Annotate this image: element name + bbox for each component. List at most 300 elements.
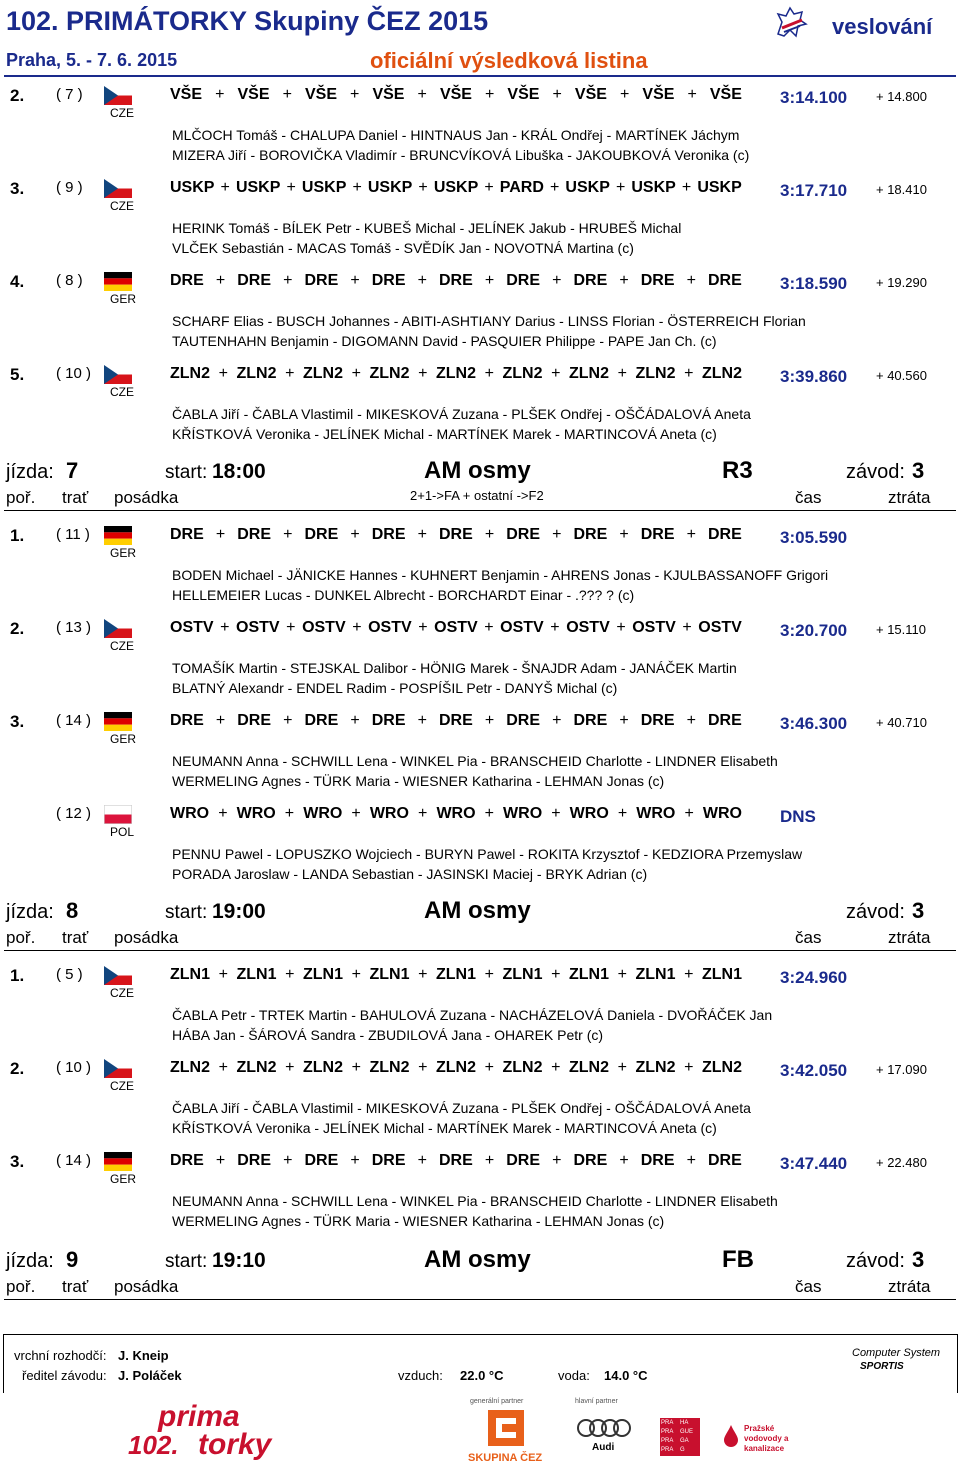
- result-lane: ( 11 ): [56, 526, 90, 543]
- crew-club: VŠE: [304, 86, 337, 103]
- crew-names-line2: KŘÍSTKOVÁ Veronika - JELÍNEK Michal - MARTÍNEK Marek - MARTINCOVÁ Aneta (c): [172, 1120, 717, 1136]
- col-loss: ztráta: [888, 928, 931, 947]
- crew-plus-sign: +: [552, 272, 562, 289]
- start-time: 19:00: [212, 900, 266, 923]
- crew-club: USKP: [235, 179, 281, 196]
- crew-club: ZLN2: [502, 1059, 543, 1076]
- crew-composition: [170, 365, 742, 383]
- crew-club: ZLN2: [236, 365, 277, 382]
- crew-club: ZLN2: [436, 365, 476, 382]
- ride-number: 8: [66, 898, 79, 923]
- crew-club: DRE: [573, 272, 608, 289]
- crew-names-line2: HÁBA Jan - ŠÁROVÁ Sandra - ZBUDILOVÁ Jana - OHAREK Petr (c): [172, 1027, 604, 1043]
- crew-plus-sign: +: [687, 86, 697, 103]
- sportis-logo: SPORTIS: [860, 1361, 904, 1372]
- crew-plus-sign: +: [218, 365, 228, 382]
- col-loss: ztráta: [888, 488, 931, 507]
- crew-club: OSTV: [500, 619, 544, 636]
- result-rank: 2.: [10, 86, 25, 105]
- director-label: ředitel závodu:: [22, 1368, 107, 1383]
- pvk-drop-icon: [722, 1424, 740, 1448]
- crew-names-line2: WERMELING Agnes - TÜRK Maria - WIESNER Katharina - LEHMAN Jonas (c): [172, 1213, 665, 1229]
- result-country: GER: [110, 1172, 137, 1186]
- event-dates: Praha, 5. - 7. 6. 2015: [6, 50, 178, 70]
- crew-plus-sign: +: [619, 526, 629, 543]
- result-time: 3:42.050: [780, 1061, 848, 1080]
- race-label: závod:: [846, 461, 905, 483]
- praha-cell: PRA: [661, 1438, 674, 1444]
- audi-label: Audi: [592, 1442, 615, 1453]
- crew-names-line1: SCHARF Elias - BUSCH Johannes - ABITI-ASHTIANY Darius - LINSS Florian - ÖSTERREICH Florian: [172, 313, 806, 329]
- logo-prima: prima: [158, 1400, 240, 1433]
- result-loss: + 19.290: [876, 275, 927, 290]
- result-lane: ( 10 ): [56, 1059, 92, 1076]
- crew-club: DRE: [304, 712, 339, 729]
- crew-plus-sign: +: [351, 1059, 361, 1076]
- col-time: čas: [795, 1277, 822, 1296]
- crew-club: DRE: [371, 712, 406, 729]
- crew-composition: [170, 86, 742, 104]
- crew-club: DRE: [439, 1152, 473, 1169]
- crew-club: DRE: [708, 1152, 742, 1169]
- crew-names-line2: TAUTENHAHN Benjamin - DIGOMANN David - PASQUIER Philippe - PAPE Jan Ch. (c): [172, 333, 717, 349]
- crew-plus-sign: +: [484, 1059, 494, 1076]
- result-rank: 5.: [10, 365, 25, 384]
- crew-club: WRO: [503, 805, 543, 822]
- praha-logo: [660, 1418, 700, 1456]
- col-lane: trať: [62, 488, 89, 507]
- flag-cze-icon: [104, 619, 132, 638]
- result-loss: + 18.410: [876, 182, 927, 197]
- crew-club: USKP: [367, 179, 413, 196]
- col-lane: trať: [62, 928, 89, 947]
- crew-composition: [170, 272, 742, 290]
- crew-club: ZLN1: [236, 966, 277, 983]
- result-time: 3:46.300: [780, 714, 848, 733]
- result-time: 3:17.710: [780, 181, 848, 200]
- crew-club: WRO: [303, 805, 343, 822]
- crew-names-line2: BLATNÝ Alexandr - ENDEL Radim - POSPÍŠIL Petr - DANYŠ Michal (c): [172, 680, 618, 696]
- crew-plus-sign: +: [684, 805, 694, 822]
- start-label: start:: [165, 462, 208, 483]
- crew-plus-sign: +: [484, 272, 495, 289]
- result-rank: 4.: [10, 272, 25, 291]
- crew-club: ZLN2: [569, 365, 609, 382]
- crew-plus-sign: +: [218, 805, 228, 822]
- crew-plus-sign: +: [550, 179, 560, 196]
- crew-plus-sign: +: [417, 86, 427, 103]
- crew-plus-sign: +: [484, 179, 494, 196]
- crew-club: USKP: [170, 179, 215, 196]
- race-label: závod:: [846, 901, 905, 923]
- crew-plus-sign: +: [484, 619, 494, 636]
- crew-club: VŠE: [170, 86, 203, 103]
- result-country: CZE: [110, 1079, 134, 1093]
- crew-club: DRE: [371, 526, 406, 543]
- crew-plus-sign: +: [617, 365, 627, 382]
- crew-plus-sign: +: [417, 272, 427, 289]
- crew-plus-sign: +: [283, 272, 293, 289]
- water-temp-value: 14.0 °C: [604, 1368, 648, 1383]
- col-crew: posádka: [114, 1277, 179, 1296]
- crew-plus-sign: +: [352, 179, 362, 196]
- crew-plus-sign: +: [285, 365, 295, 382]
- pvk-label: Pražské vodovody a kanalizace: [744, 1424, 789, 1453]
- crew-club: DRE: [170, 526, 204, 543]
- crew-club: ZLN2: [569, 1059, 609, 1076]
- crew-club: OSTV: [170, 619, 214, 636]
- crew-plus-sign: +: [552, 712, 562, 729]
- crew-club: DRE: [439, 712, 473, 729]
- result-lane: ( 13 ): [56, 619, 92, 636]
- crew-names-line1: TOMAŠÍK Martin - STEJSKAL Dalibor - HÖNIG Marek - ŠNAJDR Adam - JANÁČEK Martin: [172, 660, 737, 676]
- crew-club: ZLN2: [369, 365, 410, 382]
- crew-names-line1: BODEN Michael - JÄNICKE Hannes - KUHNERT Benjamin - AHRENS Jonas - KJULBASSANOFF Grigori: [172, 567, 829, 583]
- crew-composition: [170, 1152, 742, 1170]
- flag-ger-icon: [104, 1152, 132, 1171]
- crew-plus-sign: +: [215, 712, 226, 729]
- start-time: 18:00: [212, 460, 266, 483]
- crew-club: ZLN1: [635, 966, 676, 983]
- crew-club: ZLN1: [702, 966, 742, 983]
- result-rank: 2.: [10, 1059, 25, 1078]
- crew-composition: [170, 179, 742, 197]
- ride-label: jízda:: [6, 461, 54, 483]
- crew-plus-sign: +: [552, 86, 562, 103]
- crew-names-line1: ČABLA Jiří - ČABLA Vlastimil - MIKESKOVÁ Zuzana - PLŠEK Ondřej - OŠČÁDALOVÁ Aneta: [172, 1100, 751, 1116]
- flag-pol-icon: [104, 805, 132, 824]
- crew-club: ZLN2: [436, 1059, 476, 1076]
- crew-club: USKP: [565, 179, 610, 196]
- crew-plus-sign: +: [551, 805, 561, 822]
- page-title: 102. PRIMÁTORKY Skupiny ČEZ 2015: [6, 6, 489, 36]
- crew-composition: [170, 1059, 742, 1077]
- crew-plus-sign: +: [350, 712, 360, 729]
- crew-club: DRE: [170, 1152, 204, 1169]
- main-partner-label: hlavní partner: [575, 1398, 618, 1405]
- praha-cell: PRA: [661, 1429, 674, 1435]
- crew-names-line1: HERINK Tomáš - BÍLEK Petr - KUBEŠ Michal - JELÍNEK Jakub - HRUBEŠ Michal: [172, 220, 682, 236]
- result-lane: ( 7 ): [56, 86, 83, 103]
- crew-club: VŠE: [507, 86, 540, 103]
- ride-label: jízda:: [6, 901, 54, 923]
- race-number: 3: [912, 1247, 925, 1272]
- crew-club: ZLN2: [170, 365, 210, 382]
- crew-composition: [170, 712, 742, 730]
- crew-names-line1: MLČOCH Tomáš - CHALUPA Daniel - HINTNAUS Jan - KRÁL Ondřej - MARTÍNEK Jáchym: [172, 127, 740, 143]
- crew-plus-sign: +: [215, 526, 226, 543]
- crew-club: DRE: [640, 272, 675, 289]
- flag-ger-icon: [104, 712, 132, 731]
- crew-club: VŠE: [709, 86, 742, 103]
- header-divider: [4, 75, 956, 77]
- crew-club: USKP: [433, 179, 479, 196]
- crew-club: DRE: [708, 526, 742, 543]
- crew-club: WRO: [436, 805, 476, 822]
- crew-plus-sign: +: [284, 805, 295, 822]
- crew-plus-sign: +: [484, 1152, 495, 1169]
- crew-club: DRE: [640, 1152, 675, 1169]
- result-time: 3:18.590: [780, 274, 848, 293]
- flag-ger-icon: [104, 272, 132, 291]
- flag-cze-icon: [104, 966, 132, 985]
- crew-plus-sign: +: [684, 365, 694, 382]
- result-time: 3:24.960: [780, 968, 848, 987]
- crew-plus-sign: +: [619, 86, 630, 103]
- director-name: J. Poláček: [118, 1368, 182, 1383]
- result-lane: ( 10 ): [56, 365, 92, 382]
- result-lane: ( 8 ): [56, 272, 83, 289]
- crew-plus-sign: +: [418, 966, 428, 983]
- crew-club: DRE: [304, 1152, 339, 1169]
- result-lane: ( 14 ): [56, 1152, 92, 1169]
- crew-plus-sign: +: [417, 1152, 427, 1169]
- crew-plus-sign: +: [418, 365, 428, 382]
- crew-club: DRE: [439, 526, 473, 543]
- official-results-label: oficiální výsledková listina: [370, 48, 648, 73]
- result-lane: ( 14 ): [56, 712, 92, 729]
- sport-label: veslování: [832, 14, 933, 39]
- result-loss: + 15.110: [876, 622, 927, 637]
- crew-club: ZLN2: [236, 1059, 277, 1076]
- race-label: závod:: [846, 1250, 905, 1272]
- crew-club: DRE: [439, 272, 473, 289]
- flag-cze-icon: [104, 365, 132, 384]
- crew-club: VŠE: [237, 86, 270, 103]
- race-number: 3: [912, 458, 925, 483]
- race-category: AM osmy: [424, 897, 531, 924]
- crew-plus-sign: +: [418, 179, 428, 196]
- progression-rule: 2+1->FA + ostatní ->F2: [410, 488, 544, 503]
- crew-club: OSTV: [632, 619, 676, 636]
- crew-club: DRE: [304, 526, 339, 543]
- race-number: 3: [912, 898, 925, 923]
- crew-club: DRE: [708, 712, 742, 729]
- footer-box: [3, 1334, 958, 1393]
- crew-names-line2: KŘÍSTKOVÁ Veronika - JELÍNEK Michal - MARTÍNEK Marek - MARTINCOVÁ Aneta (c): [172, 426, 717, 442]
- result-country: GER: [110, 546, 137, 560]
- crew-plus-sign: +: [551, 1059, 561, 1076]
- result-lane: ( 12 ): [56, 805, 92, 822]
- crew-club: VŠE: [574, 86, 607, 103]
- crew-plus-sign: +: [615, 179, 626, 196]
- crew-club: OSTV: [302, 619, 346, 636]
- crew-plus-sign: +: [551, 966, 561, 983]
- cez-logo-icon: [488, 1410, 524, 1446]
- col-loss: ztráta: [888, 1277, 931, 1296]
- crew-club: ZLN2: [702, 365, 742, 382]
- crew-plus-sign: +: [282, 86, 292, 103]
- praha-cell: GUE: [680, 1429, 694, 1435]
- crew-names-line2: HELLEMEIER Lucas - DUNKEL Albrecht - BORCHARDT Einar - .??? ? (c): [172, 587, 635, 603]
- result-time: 3:47.440: [780, 1154, 848, 1173]
- logo-102: 102.: [128, 1430, 179, 1460]
- flag-cze-icon: [104, 1059, 132, 1078]
- crew-club: DRE: [573, 1152, 608, 1169]
- start-label: start:: [165, 902, 208, 923]
- result-loss: + 22.480: [876, 1155, 927, 1170]
- crew-club: ZLN2: [635, 1059, 676, 1076]
- air-temp-label: vzduch:: [398, 1368, 443, 1383]
- crew-plus-sign: +: [215, 86, 225, 103]
- crew-club: ZLN2: [635, 365, 676, 382]
- air-temp-value: 22.0 °C: [460, 1368, 504, 1383]
- crew-club: ZLN1: [436, 966, 476, 983]
- race-divider: [4, 510, 956, 511]
- crew-plus-sign: +: [682, 619, 692, 636]
- praha-cell: HA: [680, 1420, 689, 1426]
- crew-plus-sign: +: [686, 272, 696, 289]
- col-crew: posádka: [114, 928, 179, 947]
- crew-club: DRE: [371, 272, 406, 289]
- result-country: CZE: [110, 199, 134, 213]
- crew-plus-sign: +: [350, 526, 360, 543]
- result-rank: 2.: [10, 619, 25, 638]
- race-category: AM osmy: [424, 1246, 531, 1273]
- crew-club: WRO: [170, 805, 210, 822]
- col-rank: poř.: [6, 928, 36, 947]
- crew-club: OSTV: [566, 619, 610, 636]
- crew-plus-sign: +: [484, 365, 494, 382]
- crew-plus-sign: +: [552, 1152, 562, 1169]
- crew-names-line2: VLČEK Sebastián - MACAS Tomáš - SVĚDÍK Jan - NOVOTNÁ Martina (c): [172, 240, 634, 256]
- crew-club: DRE: [371, 1152, 406, 1169]
- start-time: 19:10: [212, 1249, 266, 1272]
- col-rank: poř.: [6, 488, 36, 507]
- crew-club: OSTV: [368, 619, 412, 636]
- col-time: čas: [795, 928, 822, 947]
- crew-club: USKP: [301, 179, 347, 196]
- result-country: CZE: [110, 106, 134, 120]
- crew-club: OSTV: [434, 619, 478, 636]
- result-time: 3:20.700: [780, 621, 848, 640]
- crew-club: PARD: [499, 179, 544, 196]
- crew-club: ZLN1: [303, 966, 343, 983]
- crew-plus-sign: +: [686, 1152, 696, 1169]
- race-divider: [4, 1299, 956, 1300]
- crew-club: WRO: [236, 805, 276, 822]
- crew-plus-sign: +: [352, 619, 362, 636]
- crew-plus-sign: +: [285, 966, 295, 983]
- crew-club: DRE: [573, 712, 608, 729]
- crew-composition: [170, 619, 742, 637]
- crew-club: DRE: [170, 712, 204, 729]
- ride-label: jízda:: [6, 1250, 54, 1272]
- logo-torky: torky: [198, 1428, 272, 1461]
- flag-ger-icon: [104, 526, 132, 545]
- crew-club: ZLN1: [369, 966, 410, 983]
- crew-club: ZLN2: [303, 365, 343, 382]
- crew-plus-sign: +: [484, 712, 495, 729]
- general-partner-label: generální partner: [470, 1398, 524, 1405]
- audi-rings-icon: [576, 1418, 632, 1438]
- crew-plus-sign: +: [215, 272, 226, 289]
- result-country: GER: [110, 732, 137, 746]
- crew-names-line1: NEUMANN Anna - SCHWILL Lena - WINKEL Pia - BRANSCHEID Charlotte - LINDNER Elisabeth: [172, 1193, 778, 1209]
- crew-club: DRE: [237, 272, 272, 289]
- crew-names-line2: MIZERA Jiří - BOROVIČKA Vladimír - BRUNCVÍKOVÁ Libuška - JAKOUBKOVÁ Veronika (c): [172, 147, 750, 163]
- crew-club: VŠE: [642, 86, 675, 103]
- crew-club: DRE: [640, 526, 675, 543]
- crew-club: WRO: [369, 805, 409, 822]
- crew-plus-sign: +: [485, 86, 495, 103]
- crew-composition: [170, 526, 742, 544]
- result-time: DNS: [780, 807, 816, 826]
- result-rank: 1.: [10, 966, 25, 985]
- crew-club: WRO: [636, 805, 676, 822]
- crew-club: ZLN2: [303, 1059, 343, 1076]
- flag-cze-icon: [104, 179, 132, 198]
- result-lane: ( 9 ): [56, 179, 83, 196]
- result-country: CZE: [110, 639, 134, 653]
- crew-composition: [170, 805, 742, 823]
- result-loss: + 14.800: [876, 89, 927, 104]
- water-temp-label: voda:: [558, 1368, 590, 1383]
- praha-cell: PRA: [661, 1447, 674, 1453]
- result-country: CZE: [110, 385, 134, 399]
- crew-club: ZLN2: [369, 1059, 410, 1076]
- praha-cell: PRA: [661, 1420, 674, 1426]
- crew-club: DRE: [170, 272, 204, 289]
- crew-composition: [170, 966, 742, 984]
- crew-club: USKP: [697, 179, 742, 196]
- crew-plus-sign: +: [285, 1059, 295, 1076]
- result-country: GER: [110, 292, 137, 306]
- crew-club: ZLN1: [502, 966, 543, 983]
- result-loss: + 40.710: [876, 715, 927, 730]
- computer-system-label: Computer System: [852, 1347, 941, 1359]
- col-time: čas: [795, 488, 822, 507]
- result-country: POL: [110, 825, 135, 839]
- crew-club: ZLN2: [170, 1059, 210, 1076]
- crew-plus-sign: +: [484, 966, 494, 983]
- result-lane: ( 5 ): [56, 966, 83, 983]
- col-rank: poř.: [6, 1277, 36, 1296]
- crew-names-line2: WERMELING Agnes - TÜRK Maria - WIESNER Katharina - LEHMAN Jonas (c): [172, 773, 665, 789]
- race-category: AM osmy: [424, 457, 531, 484]
- crew-club: DRE: [640, 712, 675, 729]
- crew-club: DRE: [506, 526, 541, 543]
- crew-club: VŠE: [372, 86, 405, 103]
- result-time: 3:14.100: [780, 88, 848, 107]
- crew-plus-sign: +: [283, 526, 293, 543]
- crew-plus-sign: +: [220, 179, 230, 196]
- crew-plus-sign: +: [218, 966, 228, 983]
- crew-club: ZLN1: [569, 966, 609, 983]
- crew-plus-sign: +: [684, 966, 694, 983]
- crew-plus-sign: +: [218, 1059, 228, 1076]
- crew-plus-sign: +: [215, 1152, 226, 1169]
- crew-plus-sign: +: [417, 526, 427, 543]
- crew-names-line1: NEUMANN Anna - SCHWILL Lena - WINKEL Pia - BRANSCHEID Charlotte - LINDNER Elisabeth: [172, 753, 778, 769]
- ride-number: 7: [66, 458, 79, 483]
- crew-plus-sign: +: [684, 1059, 694, 1076]
- crew-plus-sign: +: [619, 1152, 629, 1169]
- crew-plus-sign: +: [552, 526, 562, 543]
- ride-number: 9: [66, 1247, 79, 1272]
- praha-cell: GA: [680, 1438, 689, 1444]
- crew-plus-sign: +: [616, 619, 626, 636]
- crew-club: DRE: [506, 272, 541, 289]
- col-crew: posádka: [114, 488, 179, 507]
- crew-plus-sign: +: [550, 619, 560, 636]
- crew-plus-sign: +: [484, 526, 495, 543]
- crew-plus-sign: +: [286, 179, 296, 196]
- czech-lion-emblem-icon: [772, 4, 812, 40]
- crew-club: DRE: [304, 272, 339, 289]
- crew-plus-sign: +: [350, 272, 360, 289]
- result-country: CZE: [110, 986, 134, 1000]
